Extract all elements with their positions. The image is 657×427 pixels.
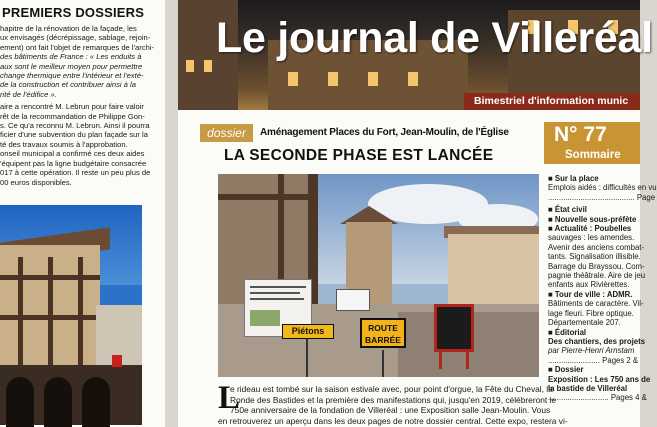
sign-pole bbox=[382, 350, 384, 377]
article-kicker: Aménagement Places du Fort, Jean-Moulin, de l'Église bbox=[260, 127, 509, 138]
summary-item: pagnie théâtrale. Aire de jeu bbox=[548, 271, 646, 281]
front-page bbox=[178, 0, 657, 427]
left-photo-half-timbered-house bbox=[0, 205, 142, 422]
summary-item: lage fleuri. Fibre optique. bbox=[548, 308, 634, 318]
summary-item: Départementale 207. bbox=[548, 318, 621, 328]
panel-text-line bbox=[250, 286, 306, 288]
summary-item: sauvages : les amendes. bbox=[548, 233, 635, 243]
photo-warning-signs bbox=[336, 289, 370, 311]
summary-item: Avenir des anciens combat- bbox=[548, 242, 645, 252]
summary-item: Bâtiments de caractère. Vil- bbox=[548, 299, 644, 309]
article-body bbox=[218, 380, 568, 426]
masthead bbox=[178, 0, 653, 110]
summary-item: tants. Signalisation illisible. bbox=[548, 252, 641, 262]
summary-item: ■ Tour de ville : ADMR. bbox=[548, 289, 633, 299]
summary-item: par Pierre-Henri Arnstam bbox=[548, 346, 635, 356]
left-text-line: té des travaux soumis à l'approbation. bbox=[0, 139, 128, 149]
newspaper-title: Le journal de Villeréal bbox=[216, 14, 653, 62]
newspaper-subtitle: Bimestriel d'information munic bbox=[474, 95, 629, 107]
summary-item: ■ État civil bbox=[548, 205, 587, 215]
route-barree-sign bbox=[360, 318, 406, 348]
photo-chalkboard bbox=[434, 304, 474, 352]
masthead-lit-window bbox=[288, 72, 298, 86]
photo-beam bbox=[48, 257, 53, 367]
left-text-line: 017 à cette opération. Il reste un peu plus de bbox=[0, 168, 151, 178]
route-sign-line2: BARRÉE bbox=[365, 335, 401, 345]
left-text-line: de la construction et contribuer ainsi à la bbox=[0, 80, 136, 90]
sign-pole bbox=[306, 338, 308, 377]
panel-map bbox=[250, 310, 280, 326]
sommaire-list bbox=[548, 174, 657, 403]
left-text-line: ement) ont fait l'objet de remarques de l'archi- bbox=[0, 42, 155, 52]
summary-item: ........................................ Page bbox=[548, 192, 656, 202]
issue-number: N° 77 bbox=[554, 123, 607, 146]
left-text-line: 'équipent pas la ligne budgétaire consacrée bbox=[0, 158, 147, 168]
photo-beam bbox=[78, 257, 83, 367]
summary-item: ........................ Pages 2 & bbox=[548, 355, 639, 365]
summary-item: la bastide de Villeréal bbox=[548, 383, 628, 393]
article-headline: LA SECONDE PHASE EST LANCÉE bbox=[224, 147, 494, 164]
summary-item: Barrage du Brayssou. Com- bbox=[548, 261, 645, 271]
left-article-text bbox=[0, 24, 165, 187]
left-page bbox=[0, 0, 165, 427]
left-text-line: 00 euros disponibles. bbox=[0, 177, 72, 187]
summary-item: Des chantiers, des projets bbox=[548, 336, 646, 346]
photo-flag bbox=[112, 355, 122, 367]
left-text-line: rêt de la recommandation de Philippe Gon- bbox=[0, 111, 145, 121]
photo-arch bbox=[82, 377, 110, 427]
photo-right-building bbox=[448, 234, 539, 314]
summary-item: ■ Sur la place bbox=[548, 174, 599, 183]
section-tag: dossier bbox=[200, 124, 253, 142]
summary-item: Emplois aidés : difficultés en vu bbox=[548, 183, 657, 193]
panel-text-line bbox=[250, 298, 304, 300]
route-sign-line1: ROUTE bbox=[368, 323, 398, 333]
body-text-line: Ronde des Bastides et la première des manifestations qui, jusqu'en 2019, célébreront le bbox=[230, 394, 557, 405]
photo-arch bbox=[6, 377, 34, 427]
masthead-lit-window bbox=[368, 72, 378, 86]
board-leg bbox=[466, 349, 469, 369]
left-text-line: des bâtiments de France : « Les enduits à bbox=[0, 52, 142, 62]
left-section-title: PREMIERS DOSSIERS bbox=[2, 5, 145, 20]
summary-item: ■ Dossier bbox=[548, 365, 584, 375]
board-leg bbox=[439, 349, 442, 369]
summary-item: ............................ Pages 4 & bbox=[548, 393, 647, 403]
main-photo-construction-site bbox=[218, 174, 539, 377]
photo-beam bbox=[18, 257, 23, 367]
left-text-line: ficier d'une subvention du plan façade sur la bbox=[0, 130, 148, 140]
panel-text-line bbox=[250, 292, 300, 294]
summary-item: ■ Actualité : Poubelles bbox=[548, 224, 632, 234]
masthead-lit-window bbox=[186, 60, 194, 72]
drop-cap: L bbox=[218, 380, 241, 416]
photo-beam bbox=[218, 194, 318, 200]
body-text-line: en retrouverez un aperçu dans les deux pages de notre dossier central. Cette expo, restera vi- bbox=[218, 415, 568, 426]
body-text-line: 750e anniversaire de la fondation de Villeréal : une Exposition salle Jean-Moulin. Vous bbox=[230, 405, 551, 416]
summary-item: Exposition : Les 750 ans de bbox=[548, 374, 651, 384]
body-text-line: e rideau est tombé sur la saison estivale avec, pour point d'orgue, la Fête du Cheval, la bbox=[230, 384, 553, 394]
left-text-line: onseil municipal a confirmé ces deux aides bbox=[0, 149, 145, 159]
masthead-lit-window bbox=[328, 72, 338, 86]
pietons-sign: Piétons bbox=[282, 324, 334, 339]
summary-item: ■ Éditorial bbox=[548, 327, 587, 337]
left-text-line: hapitre de la rénovation de la façade, les bbox=[0, 24, 137, 33]
left-text-line: aux sont le meilleur moyen pour permettre bbox=[0, 61, 143, 71]
masthead-lit-window bbox=[204, 60, 212, 72]
left-text-line: rité de l'édifice ». bbox=[0, 89, 57, 99]
left-text-line: s. Ce qu'a reconnu M. Lebrun. Ainsi il pourra bbox=[0, 121, 150, 131]
summary-item: ■ Nouvelle sous-préfète bbox=[548, 214, 637, 224]
summary-item: enfants aux Rivièrettes. bbox=[548, 280, 630, 290]
left-text-line: ux envisagés (décrépissage, sablage, rejoin- bbox=[0, 33, 151, 43]
left-text-line: aire a rencontré M. Lebrun pour faire valoir bbox=[0, 102, 144, 112]
masthead-lit-window bbox=[408, 72, 418, 86]
left-text-line: change thermique entre l'intérieur et l'exté- bbox=[0, 71, 144, 81]
sommaire-label: Sommaire bbox=[565, 149, 621, 161]
photo-arch bbox=[44, 377, 72, 427]
